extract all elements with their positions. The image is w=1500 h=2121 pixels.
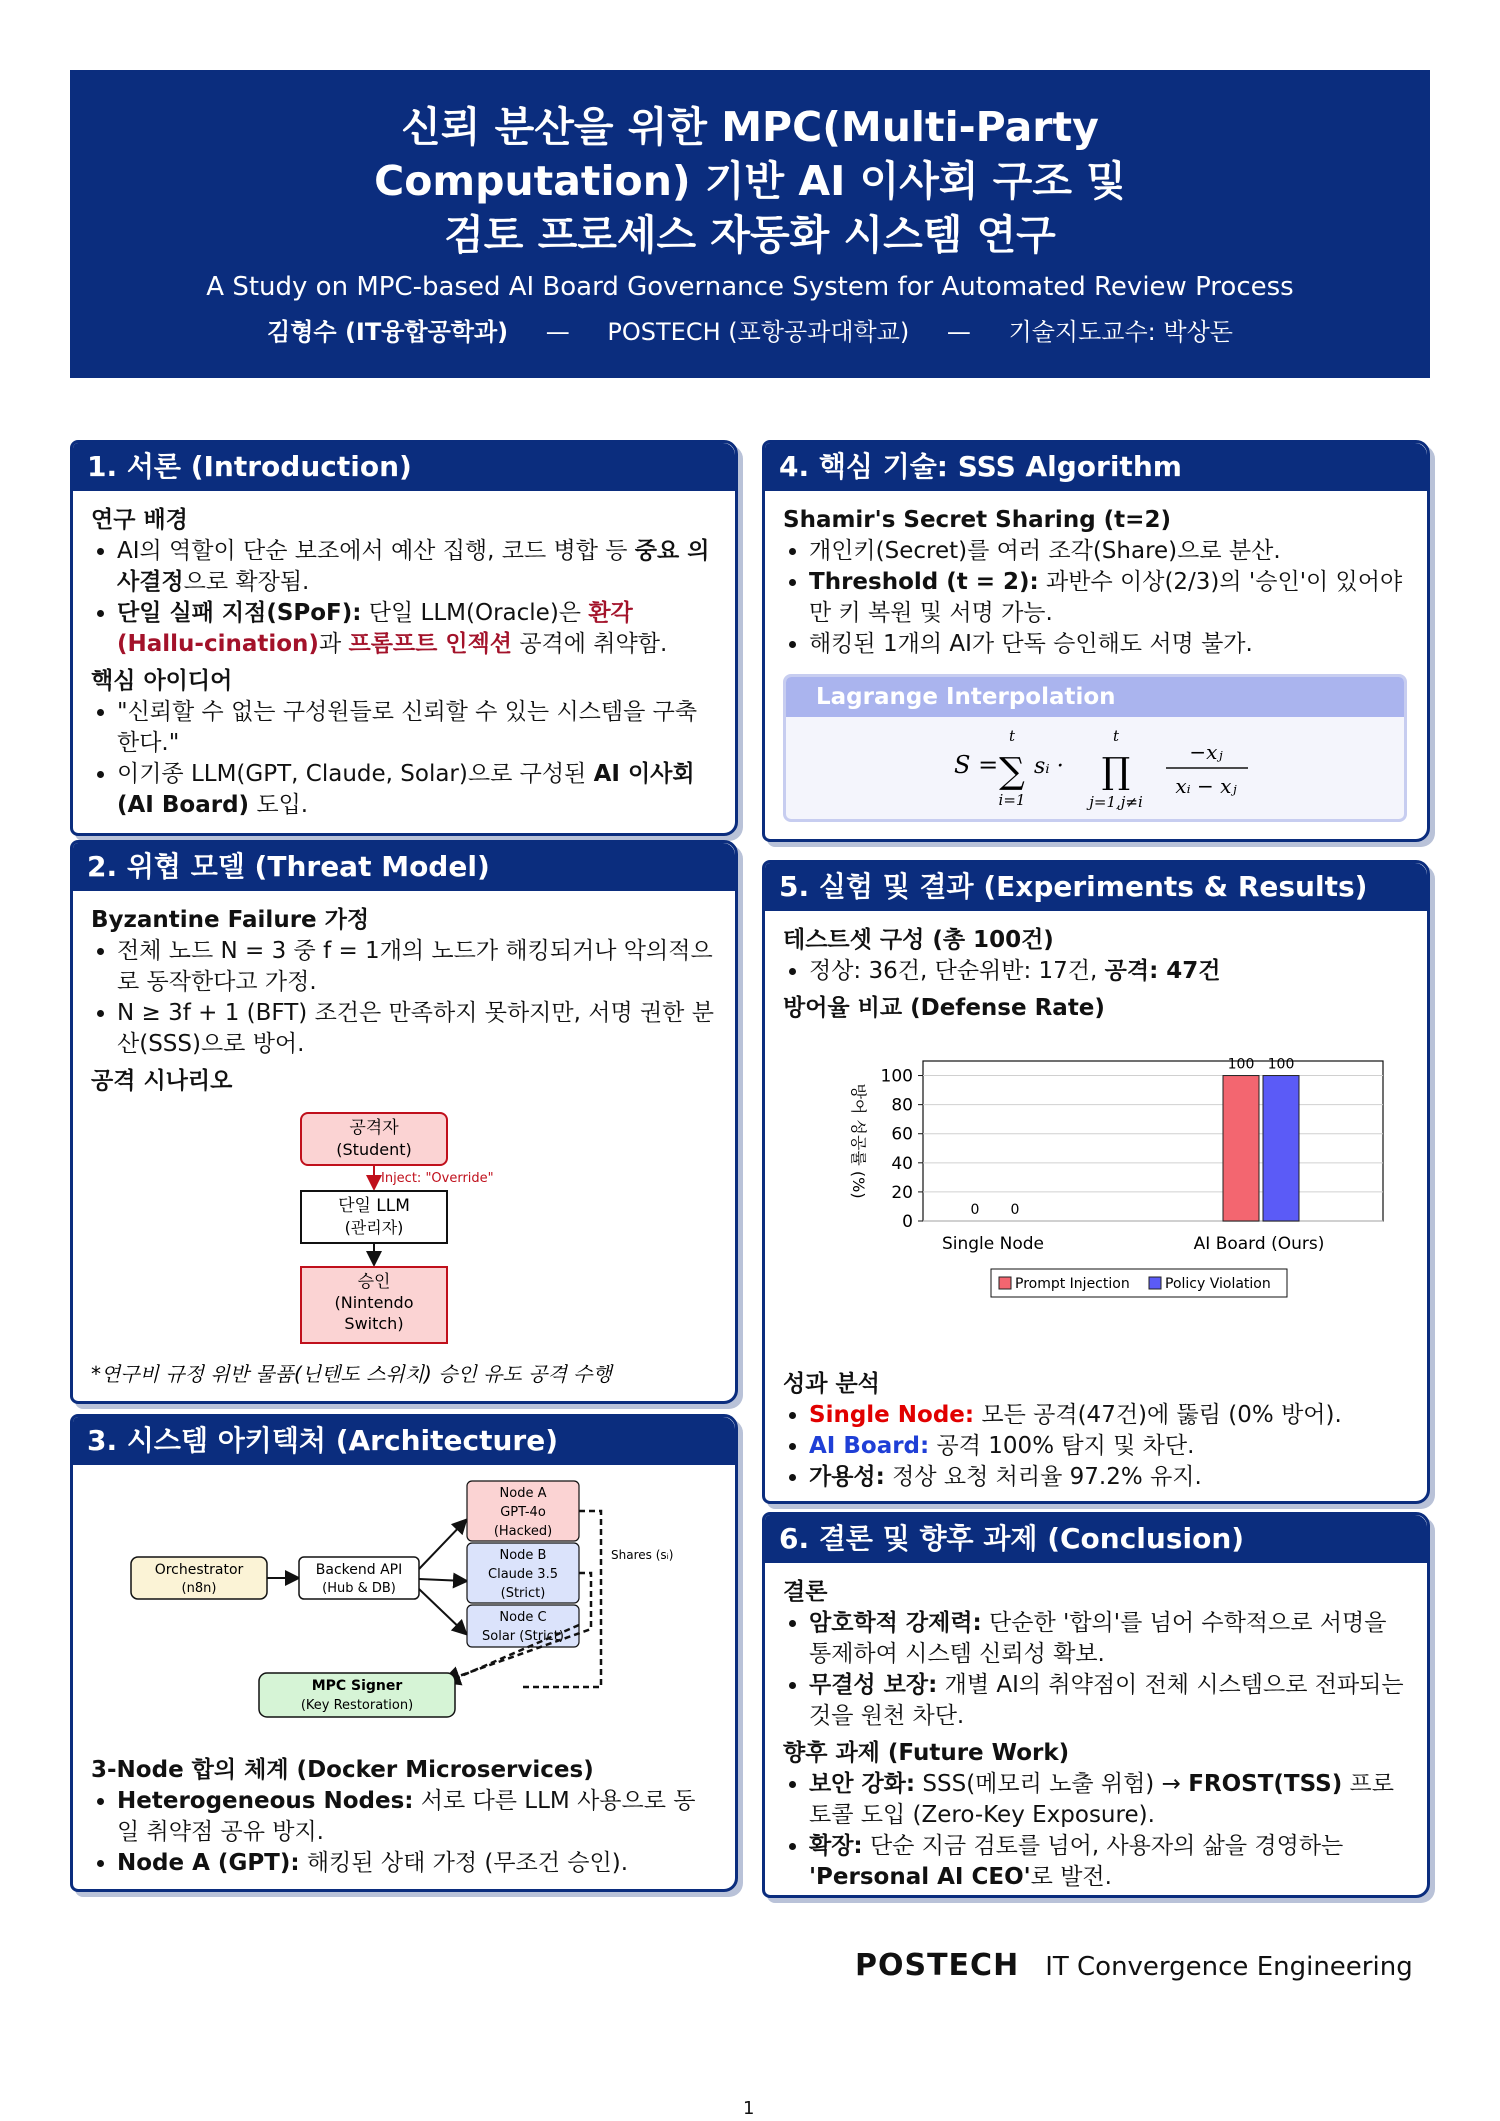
- bullet-item: • Threshold (t = 2): 과반수 이상(2/3)의 '승인'이 있어야만 키 복원 및 서명 가능.: [809, 567, 1407, 629]
- y-tick-label: 80: [891, 1095, 913, 1116]
- mpc-signer-sublabel: (Key Restoration): [300, 1698, 414, 1713]
- bullet-item: • 가용성: 정상 요청 처리율 97.2% 유지.: [809, 1462, 1407, 1493]
- shares-label: Shares (sᵢ): [611, 1548, 674, 1562]
- svg-text:∑: ∑: [999, 751, 1025, 792]
- bullet-item: • 무결성 보장: 개별 AI의 취약점이 전체 시스템으로 전파되는 것을 원천 차단.: [809, 1670, 1407, 1732]
- legend-swatch: [1149, 1277, 1161, 1289]
- attacker-sublabel: (Student): [336, 1140, 412, 1159]
- section-heading: 테스트셋 구성 (총 100건): [783, 927, 1054, 953]
- poster-subtitle: A Study on MPC-based AI Board Governance System for Automated Review Process: [206, 272, 1294, 302]
- plot-frame: [923, 1061, 1383, 1221]
- attack-scenario-diagram: [73, 1107, 735, 1407]
- bullet-item: • 보안 강화: SSS(메모리 노출 위험) → FROST(TSS) 프로토콜 도입 (Zero-Key Exposure).: [809, 1769, 1407, 1831]
- architecture-diagram: [73, 1469, 735, 1735]
- node-b-status: (Strict): [500, 1586, 546, 1601]
- bullet-item: • 해킹된 1개의 AI가 단독 승인해도 서명 불가.: [809, 629, 1407, 660]
- threat-panel: [70, 840, 738, 1404]
- y-axis-label: 방어 성공률 (%): [849, 1083, 868, 1199]
- panel-title: 5. 실험 및 결과 (Experiments & Results): [765, 863, 1427, 911]
- separator: —: [545, 318, 570, 346]
- node-c-label: Node C: [499, 1610, 547, 1625]
- data-label: 0: [1010, 1202, 1020, 1218]
- svg-text:i=1: i=1: [998, 791, 1026, 809]
- y-tick-label: 40: [891, 1153, 913, 1174]
- svg-text:∏: ∏: [1101, 751, 1131, 792]
- svg-text:−xⱼ: −xⱼ: [1189, 740, 1223, 764]
- attacker-label: 공격자: [349, 1118, 399, 1138]
- architecture-panel: [70, 1414, 738, 1892]
- svg-text:t: t: [1112, 727, 1120, 745]
- node-b-model: Claude 3.5: [488, 1567, 558, 1582]
- x-tick-label: AI Board (Ours): [1193, 1234, 1325, 1254]
- bullet-item: • 암호학적 강제력: 단순한 '합의'를 넘어 수학적으로 서명을 통제하여 시스템 신뢰성 확보.: [809, 1608, 1407, 1670]
- footer-dept: IT Convergence Engineering: [1045, 1952, 1413, 1982]
- bullet-item: • AI의 역할이 단순 보조에서 예산 집행, 코드 병합 등 중요 의사결정으로 확장됨.: [117, 536, 715, 598]
- svg-text:xᵢ − xⱼ: xᵢ − xⱼ: [1175, 774, 1237, 798]
- poster-title-line-1: 신뢰 분산을 위한 MPC(Multi-Party: [401, 103, 1099, 151]
- bullet-item: • Node A (GPT): 해킹된 상태 가정 (무조건 승인).: [117, 1848, 715, 1879]
- section-heading: 향후 과제 (Future Work): [783, 1740, 1070, 1766]
- node-a-model: GPT-4o: [500, 1505, 546, 1520]
- bullet-item: • N ≥ 3f + 1 (BFT) 조건은 만족하지 못하지만, 서명 권한 분산(SSS)으로 방어.: [117, 998, 715, 1060]
- bullet-item: • 전체 노드 N = 3 중 f = 1개의 노드가 해킹되거나 악의적으로 동작한다고 가정.: [117, 936, 715, 998]
- bullet-item: • 정상: 36건, 단순위반: 17건, 공격: 47건: [809, 956, 1407, 987]
- node-a-label: Node A: [499, 1486, 547, 1501]
- section-heading: 결론: [783, 1579, 828, 1605]
- orchestrator-label: Orchestrator: [154, 1562, 244, 1578]
- y-tick-label: 60: [891, 1124, 913, 1145]
- backend-api-label: Backend API: [315, 1562, 403, 1578]
- bullet-item: • 이기종 LLM(GPT, Claude, Solar)으로 구성된 AI 이사회 (AI Board) 도입.: [117, 759, 715, 821]
- x-tick-label: Single Node: [941, 1234, 1045, 1254]
- data-label: 100: [1267, 1056, 1295, 1073]
- section-heading: 3-Node 합의 체계 (Docker Microservices): [91, 1757, 594, 1783]
- svg-text:sᵢ ·: sᵢ ·: [1034, 754, 1064, 779]
- legend-label: Prompt Injection: [1015, 1276, 1130, 1292]
- data-label: 100: [1227, 1056, 1255, 1073]
- panel-title: 3. 시스템 아키텍처 (Architecture): [73, 1417, 735, 1465]
- bar: [1223, 1076, 1259, 1221]
- lagrange-formula: [786, 717, 1406, 817]
- data-label: 0: [970, 1202, 980, 1218]
- conclusion-panel: [762, 1512, 1430, 1898]
- legend-swatch: [999, 1277, 1011, 1289]
- y-tick-label: 100: [880, 1066, 913, 1087]
- svg-text:S =: S =: [954, 751, 999, 779]
- lagrange-title: Lagrange Interpolation: [786, 677, 1404, 717]
- orchestrator-sublabel: (n8n): [181, 1581, 217, 1596]
- approval-label: 승인: [357, 1272, 391, 1292]
- inject-label: Inject: "Override": [381, 1171, 494, 1186]
- arrow: [419, 1521, 465, 1569]
- bullet-item: • 개인키(Secret)를 여러 조각(Share)으로 분산.: [809, 536, 1407, 567]
- y-tick-label: 20: [891, 1182, 913, 1203]
- section-heading: Shamir's Secret Sharing (t=2): [783, 507, 1171, 533]
- page-number: 1: [743, 2098, 755, 2119]
- section-heading: 방어율 비교 (Defense Rate): [783, 995, 1105, 1021]
- section-heading: 핵심 아이디어: [91, 668, 233, 694]
- section-heading: 성과 분석: [783, 1371, 880, 1397]
- y-tick-label: 0: [902, 1212, 913, 1232]
- experiments-panel: [762, 860, 1430, 1504]
- node-b-label: Node B: [499, 1548, 547, 1563]
- section-heading: 연구 배경: [91, 507, 188, 533]
- poster-title-line-3: 검토 프로세스 자동화 시스템 연구: [444, 211, 1056, 259]
- poster-header: [70, 70, 1430, 378]
- node-a-status: (Hacked): [493, 1524, 553, 1539]
- single-llm-sublabel: (관리자): [344, 1218, 404, 1237]
- svg-text:t: t: [1008, 727, 1016, 745]
- intro-panel: [70, 440, 738, 836]
- arrow: [419, 1579, 465, 1581]
- panel-title: 6. 결론 및 향후 과제 (Conclusion): [765, 1515, 1427, 1563]
- node-c-model: Solar (Strict): [482, 1629, 564, 1644]
- single-llm-label: 단일 LLM: [338, 1196, 410, 1216]
- panel-title: 4. 핵심 기술: SSS Algorithm: [765, 443, 1427, 491]
- svg-text:j=1,j≠i: j=1,j≠i: [1089, 793, 1143, 811]
- footer-org: POSTECH: [855, 1948, 1020, 1983]
- mpc-signer-label: MPC Signer: [311, 1678, 403, 1694]
- footer: [855, 1948, 1413, 1983]
- section-heading: 공격 시나리오: [91, 1068, 233, 1094]
- author-name: 김형수 (IT융합공학과): [267, 318, 509, 346]
- legend-label: Policy Violation: [1165, 1276, 1271, 1292]
- advisor: 기술지도교수: 박상돈: [1008, 318, 1233, 346]
- bar: [1263, 1076, 1299, 1221]
- panel-title: 2. 위협 모델 (Threat Model): [73, 843, 735, 891]
- panel-title: 1. 서론 (Introduction): [73, 443, 735, 491]
- approval-sublabel-1: (Nintendo: [334, 1293, 414, 1312]
- sss-panel: [762, 440, 1430, 842]
- lagrange-box: [783, 674, 1407, 822]
- bullet-item: • 단일 실패 지점(SPoF): 단일 LLM(Oracle)은 환각(Hallu-cination)과 프롬프트 인젝션 공격에 취약함.: [117, 598, 715, 660]
- author-line: [70, 312, 1430, 347]
- bullet-item: • AI Board: 공격 100% 탐지 및 차단.: [809, 1431, 1407, 1462]
- separator: —: [946, 318, 971, 346]
- section-heading: Byzantine Failure 가정: [91, 907, 370, 933]
- backend-api-sublabel: (Hub & DB): [322, 1581, 396, 1596]
- bullet-item: • "신뢰할 수 없는 구성원들로 신뢰할 수 있는 시스템을 구축한다.": [117, 697, 715, 759]
- defense-rate-chart: [765, 1041, 1427, 1331]
- affiliation: POSTECH (포항공과대학교): [607, 318, 910, 346]
- bullet-item: • Single Node: 모든 공격(47건)에 뚫림 (0% 방어).: [809, 1400, 1407, 1431]
- bullet-item: • 확장: 단순 지금 검토를 넘어, 사용자의 삶을 경영하는 'Personal AI CEO'로 발전.: [809, 1831, 1407, 1893]
- poster-title-line-2: Computation) 기반 AI 이사회 구조 및: [374, 157, 1126, 205]
- bullet-item: • Heterogeneous Nodes: 서로 다른 LLM 사용으로 동일 취약점 공유 방지.: [117, 1786, 715, 1848]
- approval-sublabel-2: Switch): [344, 1314, 404, 1333]
- arrow: [419, 1589, 465, 1633]
- scenario-note: *연구비 규정 위반 물품(닌텐도 스위치) 승인 유도 공격 수행: [91, 1362, 612, 1386]
